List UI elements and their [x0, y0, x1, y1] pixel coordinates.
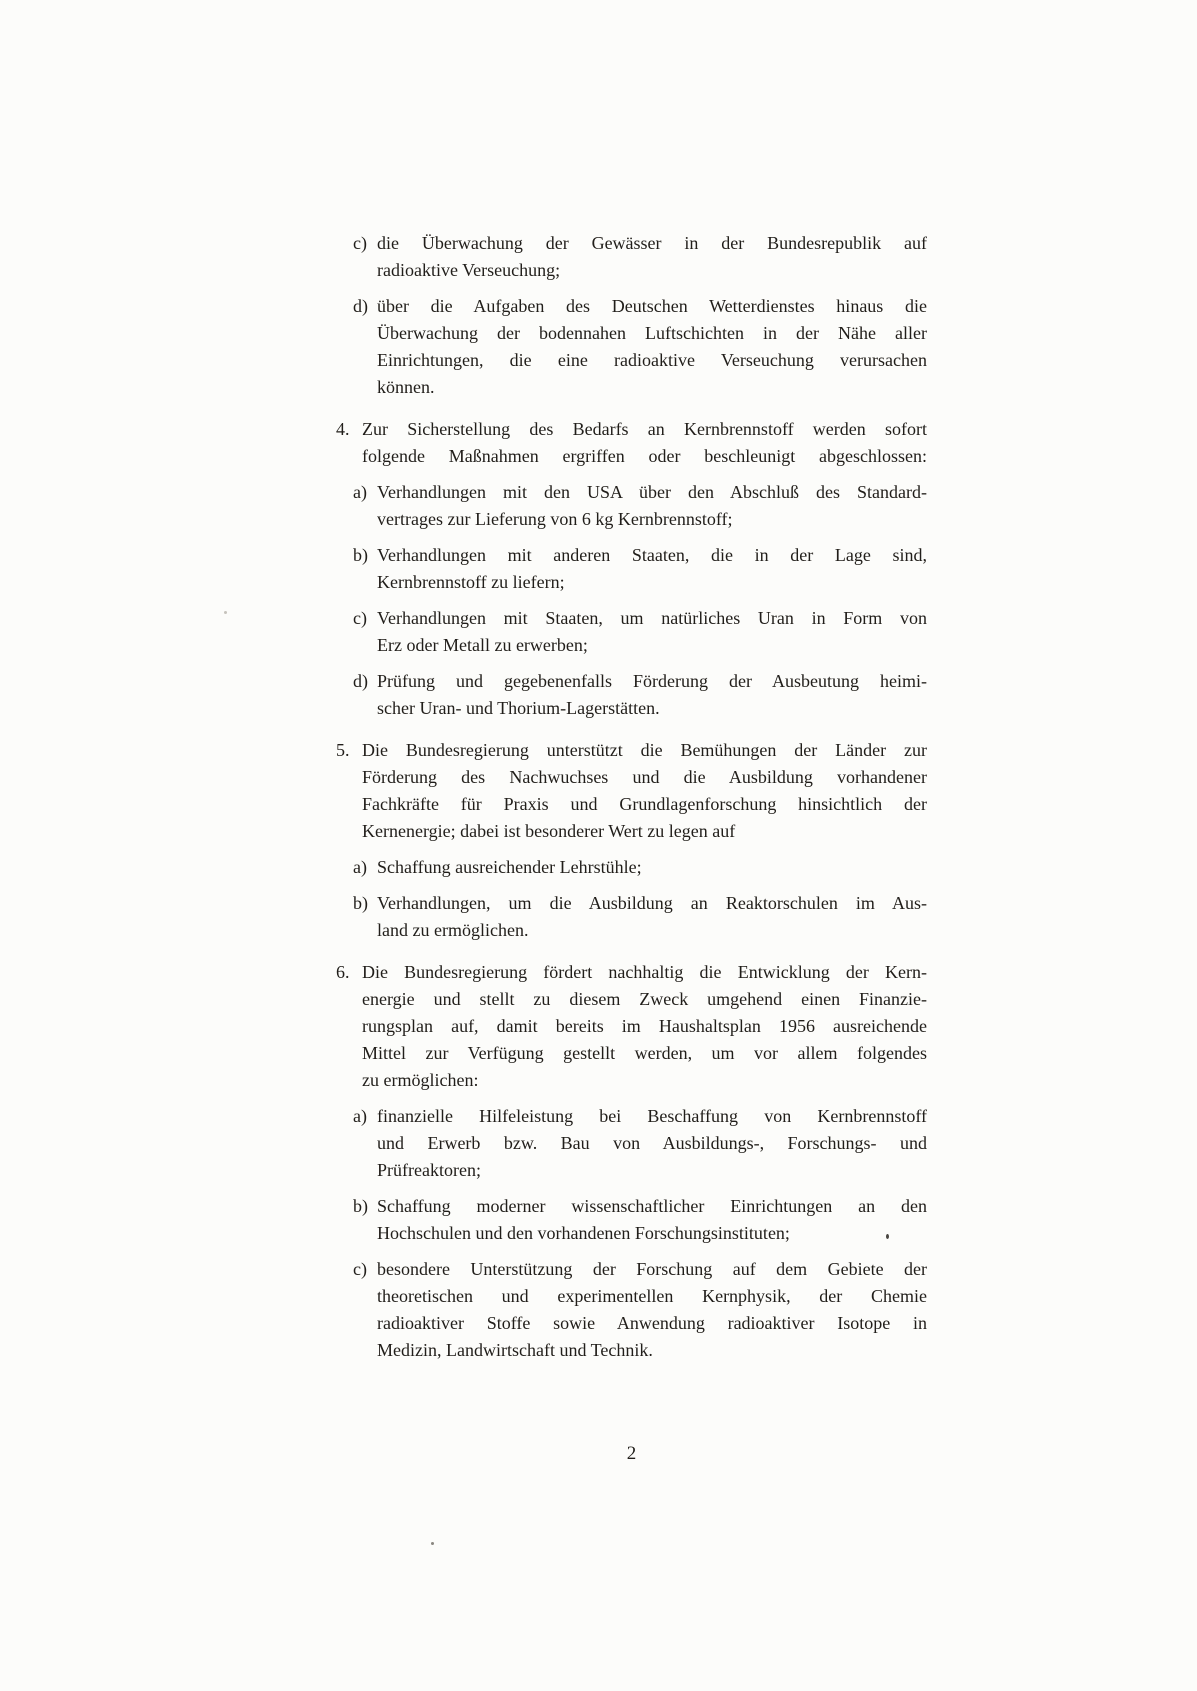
text-line: besondere Unterstützung der Forschung auf dem Gebiete der — [377, 1259, 927, 1279]
item-text — [377, 542, 927, 596]
item-label: 5. — [336, 740, 350, 760]
item-text — [377, 890, 927, 944]
item-label: a) — [353, 1106, 367, 1126]
list-item — [353, 854, 927, 881]
item-label: b) — [353, 545, 368, 565]
item-label: c) — [353, 608, 367, 628]
text-line: über die Aufgaben des Deutschen Wetterdienstes hinaus die — [377, 296, 927, 316]
list-item — [353, 542, 927, 596]
text-line: land zu ermöglichen. — [377, 920, 529, 940]
text-line: Die Bundesregierung unterstützt die Bemühungen der Länder zur — [362, 740, 927, 760]
text-line: folgende Maßnahmen ergriffen oder beschleunigt abgeschlossen: — [362, 446, 927, 466]
item-label: d) — [353, 671, 368, 691]
text-line: Mittel zur Verfügung gestellt werden, um vor allem folgendes — [362, 1043, 927, 1063]
text-line: können. — [377, 377, 435, 397]
text-line: rungsplan auf, damit bereits im Haushaltsplan 1956 ausreichende — [362, 1016, 927, 1036]
text-line: Zur Sicherstellung des Bedarfs an Kernbrennstoff werden sofort — [362, 419, 927, 439]
item-label: b) — [353, 1196, 368, 1216]
item-label: a) — [353, 482, 367, 502]
list-item — [353, 1193, 927, 1247]
item-label: d) — [353, 296, 368, 316]
text-line: Fachkräfte für Praxis und Grundlagenforschung hinsichtlich der — [362, 794, 927, 814]
text-line: Die Bundesregierung fördert nachhaltig die Entwicklung der Kern- — [362, 962, 927, 982]
scan-artifact-dot — [224, 611, 227, 614]
text-line: Verhandlungen, um die Ausbildung an Reaktorschulen im Aus- — [377, 893, 927, 913]
text-line: scher Uran- und Thorium-Lagerstätten. — [377, 698, 660, 718]
list-item — [353, 668, 927, 722]
item-text — [362, 959, 927, 1094]
text-line: Überwachung der bodennahen Luftschichten in der Nähe aller — [377, 323, 927, 343]
text-line: Kernbrennstoff zu liefern; — [377, 572, 565, 592]
text-line: finanzielle Hilfeleistung bei Beschaffung von Kernbrennstoff — [377, 1106, 927, 1126]
item-text — [377, 854, 927, 881]
text-line: Hochschulen und den vorhandenen Forschungsinstituten; — [377, 1223, 790, 1243]
text-line: radioaktive Verseuchung; — [377, 260, 561, 280]
text-line: energie und stellt zu diesem Zweck umgehend einen Finanzie- — [362, 989, 927, 1009]
text-line: theoretischen und experimentellen Kernphysik, der Chemie — [377, 1286, 927, 1306]
list-item — [336, 959, 927, 1094]
list-item — [353, 890, 927, 944]
item-text — [377, 605, 927, 659]
list-item — [353, 605, 927, 659]
item-text — [362, 416, 927, 470]
text-line: Einrichtungen, die eine radioaktive Verseuchung verursachen — [377, 350, 927, 370]
item-label: c) — [353, 233, 367, 253]
list-item — [336, 737, 927, 845]
item-text — [377, 1256, 927, 1364]
item-label: 6. — [336, 962, 350, 982]
item-text — [377, 1193, 927, 1247]
item-label: a) — [353, 857, 367, 877]
item-text — [377, 293, 927, 401]
text-line: radioaktiver Stoffe sowie Anwendung radioaktiver Isotope in — [377, 1313, 927, 1333]
text-line: Schaffung ausreichender Lehrstühle; — [377, 857, 642, 877]
item-text — [377, 1103, 927, 1184]
text-line: Förderung des Nachwuchses und die Ausbildung vorhandener — [362, 767, 927, 787]
text-line: Verhandlungen mit Staaten, um natürliches Uran in Form von — [377, 608, 927, 628]
list-item — [353, 293, 927, 401]
scan-artifact-dot — [431, 1542, 434, 1545]
list-item — [353, 1256, 927, 1364]
item-label: 4. — [336, 419, 350, 439]
text-line: zu ermöglichen: — [362, 1070, 479, 1090]
text-line: Prüfung und gegebenenfalls Förderung der Ausbeutung heimi- — [377, 671, 927, 691]
item-text — [377, 230, 927, 284]
text-line: Verhandlungen mit anderen Staaten, die in der Lage sind, — [377, 545, 927, 565]
item-text — [362, 737, 927, 845]
page-number: 2 — [626, 1443, 637, 1464]
text-line: Schaffung moderner wissenschaftlicher Einrichtungen an den — [377, 1196, 927, 1216]
text-line: Erz oder Metall zu erwerben; — [377, 635, 588, 655]
list-item — [336, 416, 927, 470]
list-item — [353, 230, 927, 284]
list-item — [353, 1103, 927, 1184]
text-line: Medizin, Landwirtschaft und Technik. — [377, 1340, 653, 1360]
item-label: b) — [353, 893, 368, 913]
item-label: c) — [353, 1259, 367, 1279]
text-line: Verhandlungen mit den USA über den Abschluß des Standard- — [377, 482, 927, 502]
text-line: Prüfreaktoren; — [377, 1160, 481, 1180]
item-text — [377, 479, 927, 533]
text-line: vertrages zur Lieferung von 6 kg Kernbrennstoff; — [377, 509, 733, 529]
text-block — [336, 230, 927, 1364]
item-text — [377, 668, 927, 722]
text-line: Kernenergie; dabei ist besonderer Wert zu legen auf — [362, 821, 736, 841]
text-line: und Erwerb bzw. Bau von Ausbildungs-, Forschungs- und — [377, 1133, 927, 1153]
text-line: die Überwachung der Gewässer in der Bundesrepublik auf — [377, 233, 927, 253]
list-item — [353, 479, 927, 533]
scan-artifact-dot — [886, 1234, 889, 1239]
